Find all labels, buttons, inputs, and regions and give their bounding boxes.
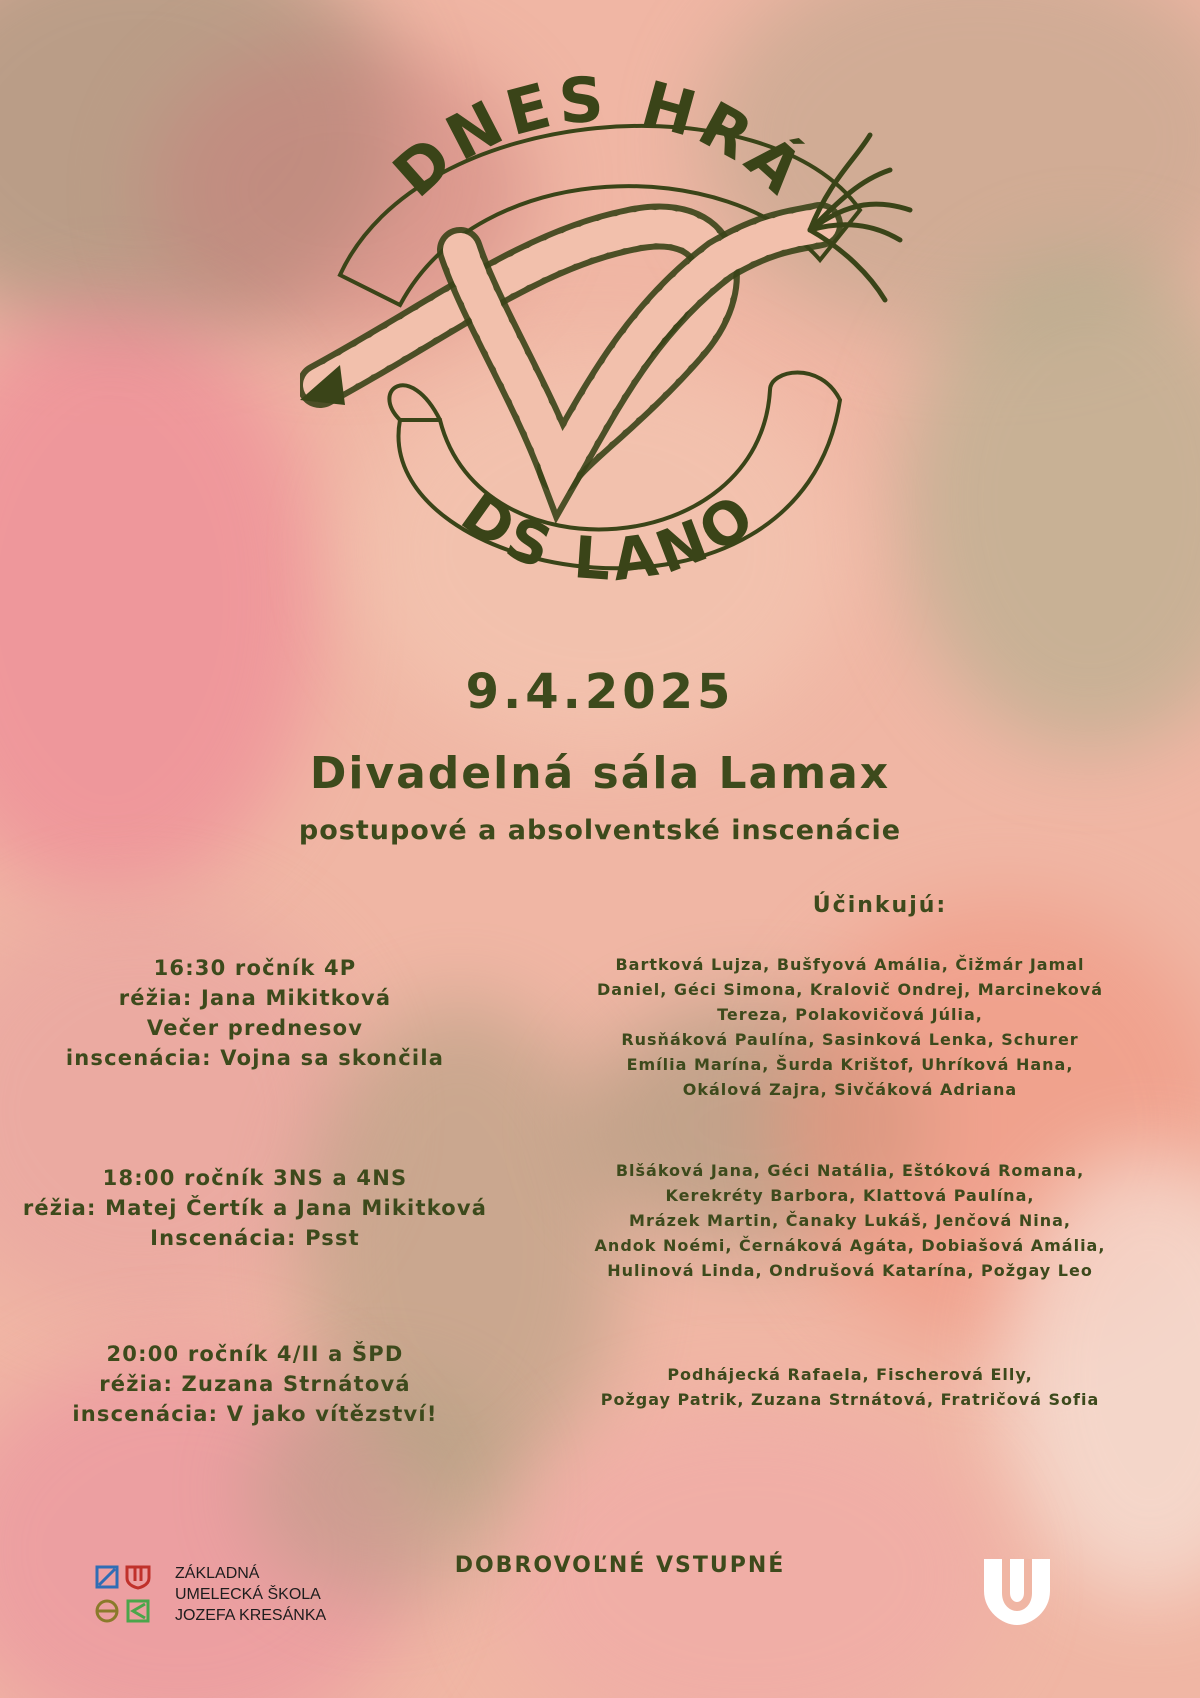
cast-line: Hulinová Linda, Ondrušová Katarína, Požgay Leo [607,1261,1093,1280]
cast-line: Emília Marína, Šurda Krištof, Uhríková Hana, [626,1055,1074,1074]
cast-line: Požgay Patrik, Zuzana Strnátová, Fratričová Sofia [600,1390,1100,1409]
school-name [175,1563,326,1626]
cast-line: Bartková Lujza, Bušfyová Amália, Čižmár Jamal [615,955,1085,974]
shield-u-icon [980,1555,1054,1629]
event-subtitle: postupové a absolventské inscenácie [298,815,902,846]
cast-line: Tereza, Polakovičová Júlia, [717,1005,983,1024]
cast-line: Daniel, Géci Simona, Kralovič Ondrej, Marcineková [596,980,1104,999]
cast-line: Okálová Zajra, Sivčáková Adriana [682,1080,1018,1099]
emblem-bottom-text: DS LANO [449,478,771,595]
cast-line: Blšáková Jana, Géci Natália, Eštóková Romana, [615,1161,1085,1180]
emblem-top-text: DNES HRÁ [379,62,821,212]
admission-text: DOBROVOĽNÉ VSTUPNÉ [454,1553,786,1578]
cast-line: Andok Noémi, Černáková Agáta, Dobiašová Amália, [594,1236,1106,1255]
performance-2-cast [580,1158,1120,1283]
performance-3-cast [580,1362,1120,1412]
performance-3-info [40,1339,470,1429]
cast-line: Kerekréty Barbora, Klattová Paulína, [665,1186,1035,1205]
school-logo-icon [95,1564,153,1624]
performance-1-info [40,953,470,1073]
event-date: 9.4.2025 [465,664,735,720]
performance-2-info [20,1163,490,1253]
school-name-line: UMELECKÁ ŠKOLA [175,1586,321,1603]
cast-line: Mrázek Martin, Čanaky Lukáš, Jenčová Nina, [629,1211,1071,1230]
performance-line: réžia: Zuzana Strnátová [99,1372,411,1396]
performance-line: 20:00 ročník 4/II a ŠPD [106,1342,404,1366]
performance-line: 16:30 ročník 4P [153,956,357,980]
performance-line: inscenácia: V jako vítězství! [72,1402,438,1426]
rope-knot-emblem-icon [300,60,920,630]
cast-line: Podhájecká Rafaela, Fischerová Elly, [667,1365,1033,1384]
performance-line: réžia: Jana Mikitková [118,986,392,1010]
performance-line: 18:00 ročník 3NS a 4NS [102,1166,408,1190]
cast-line: Rusňáková Paulína, Sasinková Lenka, Schurer [621,1030,1079,1049]
cast-heading: Účinkujú: [812,893,948,918]
performance-line: réžia: Matej Čertík a Jana Mikitková [22,1196,488,1220]
school-name-line: ZÁKLADNÁ [175,1565,260,1582]
performance-line: Inscenácia: Psst [150,1226,360,1250]
performance-line: inscenácia: Vojna sa skončila [65,1046,445,1070]
event-venue: Divadelná sála Lamax [309,748,891,799]
school-name-line: JOZEFA KRESÁNKA [175,1607,327,1624]
performance-1-cast [580,952,1120,1102]
svg-text:DS LANO [449,478,770,594]
performance-line: Večer prednesov [146,1016,364,1040]
